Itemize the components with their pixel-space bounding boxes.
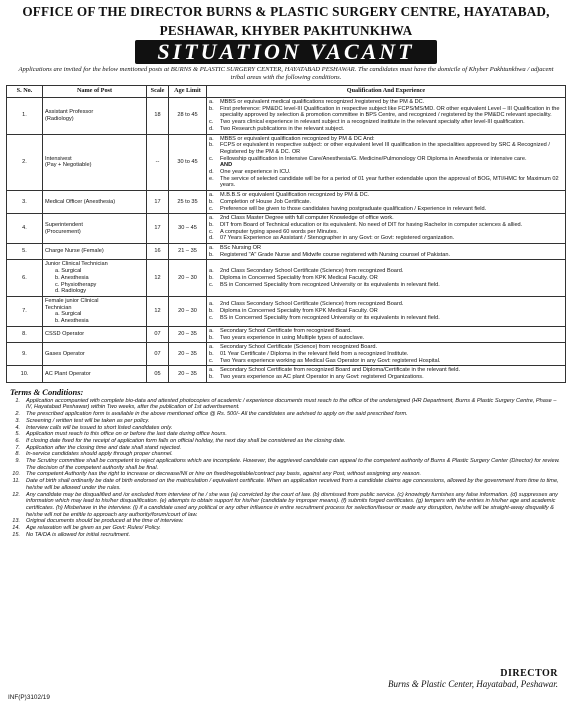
term-item (0, 398, 562, 411)
qualification-item (209, 344, 563, 351)
table-row (7, 366, 566, 382)
vacancy-rows (7, 98, 566, 383)
term-number: 8. (15, 451, 20, 458)
qualification-item (209, 176, 563, 189)
col-header-post: Name of Post (43, 86, 147, 98)
qualification-text: Two years experience as AC plant Operator in any Govt: registered Organizations. (220, 374, 424, 381)
cell-sno: 1. (7, 98, 43, 135)
post-name-line: Intensivest (45, 155, 72, 162)
qualification-marker: b. (209, 221, 214, 228)
qualification-text: BS in Concerned Speciality from recognized University or its equivalents in relevant field. (220, 314, 440, 321)
page-header (0, 4, 572, 82)
qualification-marker: b. (209, 198, 214, 205)
qualification-item (209, 99, 563, 106)
term-text: If closing date fixed for the receipt of application form falls on official holiday, the next day shall be considered as the closing date. (26, 437, 346, 444)
qualification-text: Secondary School Certificate from recognized Board. (220, 327, 352, 334)
qualification-marker: c. (209, 155, 214, 162)
cell-sno: 6. (7, 260, 43, 297)
qualification-item (209, 229, 563, 236)
qualification-item (209, 282, 563, 289)
term-number: 11. (12, 478, 20, 485)
qualification-marker: c. (209, 281, 214, 288)
table-row (7, 343, 566, 366)
term-text: No TA/DA is allowed for initial recruitment. (26, 531, 131, 538)
cell-post-name (43, 326, 147, 342)
qualification-item (209, 126, 563, 133)
advert-reference: INF(P)3102/19 (8, 694, 50, 701)
qualification-text: The service of selected candidate will be for a period of 01 year further extendable upon the approval of BOG, MTI/HMC for Maximum 02 years. (220, 175, 559, 189)
term-text: The Scrutiny committee shall be competent to reject applications which are incomplete. However, the aggrieved candidate can appeal to the competent authority of Burns & Plastic Surgery Center (Director) for review. The decision of the competent authority shall be final. (26, 458, 560, 471)
qualification-item (209, 119, 563, 126)
qualification-text: Secondary School Certificate from recognized Board and Diploma/Certificate in the relevant field. (220, 367, 461, 374)
qualification-text: Secondary School Certificate (Science) from recognized Board. (220, 344, 378, 351)
qualification-marker: b. (209, 274, 214, 281)
qualification-text: 07 Years Experience as Assistant / Stenographer in any Govt: or Govt: registered organization. (220, 235, 455, 242)
term-item (0, 425, 562, 432)
cell-scale: 05 (147, 366, 169, 382)
cell-qualification (207, 191, 566, 214)
qualification-text: DIT from Board of Technical education or its equivalent. No need of DIT for having Rachelor in computer sciences & allied. (220, 221, 523, 228)
qualification-text: Completion of House Job Certificate. (220, 198, 312, 205)
post-name-line: CSSD Operator (45, 331, 85, 338)
cell-sno: 8. (7, 326, 43, 342)
term-item (0, 525, 562, 532)
qualification-text: Diploma in Concerned Speciality from KPK Medical Faculty. OR (220, 274, 378, 281)
qualification-marker: a. (209, 135, 214, 142)
qualification-marker: a. (209, 367, 214, 374)
qualification-marker: b. (209, 334, 214, 341)
qualification-item (209, 199, 563, 206)
qualification-item (209, 268, 563, 275)
terms-list (0, 398, 572, 539)
term-item (0, 518, 562, 525)
cell-sno: 9. (7, 343, 43, 366)
cell-post-name (43, 191, 147, 214)
qualification-item (209, 206, 563, 213)
qualification-marker: a. (209, 268, 214, 275)
term-item (0, 478, 562, 491)
qualification-item (209, 315, 563, 322)
term-text: Application accompanied with complete bio-data and attested photocopies of academic / experience documents must reach to the office of the undersigned (HR Department, Burns & Plastic Surgery Centre, Phase – IV, Hayatabad Peshawar) within Two weeks, after the publication of 1st advertisement. (26, 397, 557, 411)
qualification-text: MBBS or equivalent qualification recognized by PM & DC And: (220, 135, 375, 142)
qualification-marker: e. (209, 175, 214, 182)
cell-qualification (207, 343, 566, 366)
qualification-item (209, 142, 563, 155)
term-number: 6. (15, 437, 20, 444)
term-text: Screening / written test will be taken as per policy. (26, 417, 150, 424)
term-item (0, 445, 562, 452)
qualification-marker: b. (209, 350, 214, 357)
table-row (7, 326, 566, 342)
qualification-marker: c. (209, 357, 214, 364)
post-name-line: Junior Clinical Technician (45, 261, 108, 268)
post-name-line: Gases Operator (45, 350, 85, 357)
term-number: 2. (15, 411, 20, 418)
cell-age-limit: 20 – 30 (169, 260, 207, 297)
qualification-marker: b. (209, 142, 214, 149)
post-name-line: Medical Officer (Anesthesia) (45, 198, 116, 205)
qualification-text: FCPS or equivalent in respective subject: or other equivalent level III qualification in the specialities approved by SRC & Recognized / Registered by the PM & DC. OR (220, 142, 550, 155)
qualification-item (209, 245, 563, 252)
qualification-marker: a. (209, 99, 214, 105)
term-number: 9. (15, 458, 20, 465)
term-number: 3. (15, 417, 20, 424)
qualification-marker: c. (209, 205, 214, 212)
term-number: 4. (15, 424, 20, 431)
cell-qualification (207, 326, 566, 342)
post-name-line: (Procurement) (45, 228, 81, 235)
qualification-text: MBBS or equivalent medical qualifications recognized /registered by the PM & DC. (220, 99, 425, 105)
qualification-marker: b. (209, 105, 214, 112)
post-name-line: b. Anesthesia (55, 274, 89, 281)
qualification-item (209, 335, 563, 342)
qualification-item (209, 156, 563, 163)
qualification-item (209, 367, 563, 374)
qualification-text: 01 Year Certificate / Diploma in the relevant field from a recognized Institute. (220, 350, 409, 357)
qualification-text: 2nd Class Secondary School Certificate (Science) from recognized Board. (220, 268, 404, 275)
term-item (0, 438, 562, 445)
cell-post-name (43, 98, 147, 135)
qualification-marker: a. (209, 344, 214, 351)
term-text: Application after the closing time and date shall stand rejected. (26, 444, 182, 451)
cell-scale: 17 (147, 214, 169, 244)
vacancy-table (6, 85, 566, 383)
post-name-line: c. Physiotherapy (55, 281, 97, 288)
term-text: The competent Authority has the right to increase or decrease/Nil or hire on fixed/negotiable/contract pay basis, against any Post, without assigning any reason. (26, 471, 421, 478)
col-header-age: Age Limit (169, 86, 207, 98)
qualification-marker: a. (209, 327, 214, 334)
cell-post-name (43, 343, 147, 366)
cell-qualification (207, 244, 566, 260)
cell-age-limit: 20 – 35 (169, 366, 207, 382)
cell-scale: 12 (147, 296, 169, 326)
post-name-line: Charge Nurse (Female) (45, 248, 104, 255)
qualification-item (209, 192, 563, 199)
term-text: Age relaxation will be given as per Govt: Rules/ Policy. (26, 525, 161, 532)
post-name-line: Assistant Professor (45, 109, 94, 116)
qualification-marker: c. (209, 119, 214, 126)
qualification-item (209, 169, 563, 176)
qualification-text: Registered "A" Grade Nurse and Midwife course registered with Nursing counsel of Pakistan. (220, 251, 451, 258)
post-name-line: AC Plant Operator (45, 370, 91, 377)
cell-age-limit: 30 – 45 (169, 214, 207, 244)
cell-age-limit: 20 – 35 (169, 343, 207, 366)
qualification-marker: a. (209, 301, 214, 308)
term-text: Interview calls will be issued to short listed candidates only. (26, 424, 173, 431)
cell-scale: -- (147, 134, 169, 191)
cell-post-name (43, 260, 147, 297)
term-number: 12. (12, 491, 20, 498)
cell-qualification (207, 260, 566, 297)
table-row (7, 260, 566, 297)
cell-qualification (207, 296, 566, 326)
table-row (7, 98, 566, 135)
qualification-text: A computer typing speed 60 words per Minutes. (220, 228, 339, 235)
qualification-item (209, 374, 563, 381)
qualification-text: BSc Nursing OR (220, 245, 262, 252)
qualification-item: AND (220, 162, 233, 169)
qualification-text: Two years experience in using Multiple types of autoclave. (220, 334, 365, 341)
term-item (0, 471, 562, 478)
qualification-item (209, 215, 563, 222)
cell-post-name (43, 244, 147, 260)
qualification-marker: c. (209, 228, 214, 235)
cell-age-limit: 21 – 35 (169, 244, 207, 260)
col-header-sno: S. No. (7, 86, 43, 98)
qualification-marker: c. (209, 314, 214, 321)
cell-post-name (43, 296, 147, 326)
qualification-marker: d. (209, 235, 214, 242)
term-text: Original documents should be produced at the time of interview. (26, 518, 184, 525)
term-item (0, 458, 562, 471)
cell-scale: 12 (147, 260, 169, 297)
qualification-text: Two years clinical experience in relevant subject in a recognized institute in the relevant specialty after level-III qualification. (220, 119, 525, 126)
post-name-line: Technician (45, 304, 72, 311)
table-row (7, 244, 566, 260)
term-item (0, 492, 562, 519)
terms-title: Terms & Conditions: (10, 386, 84, 397)
signatory-address: Burns & Plastic Center, Hayatabad, Peshawar. (388, 679, 558, 689)
qualification-marker: d. (209, 125, 214, 132)
cell-scale: 07 (147, 343, 169, 366)
qualification-item (209, 252, 563, 259)
cell-age-limit: 25 to 35 (169, 191, 207, 214)
term-item (0, 431, 562, 438)
qualification-item (209, 328, 563, 335)
cell-post-name (43, 214, 147, 244)
term-item (0, 532, 562, 539)
qualification-item (209, 235, 563, 242)
term-number: 14. (12, 525, 20, 532)
term-number: 13. (12, 518, 20, 525)
term-item (0, 411, 562, 418)
cell-scale: 16 (147, 244, 169, 260)
table-row (7, 134, 566, 191)
table-header-row (7, 86, 566, 98)
qualification-marker: d. (209, 169, 214, 176)
term-number: 15. (12, 531, 20, 538)
qualification-text: BS in Concerned Speciality from recognized University or its equivalents in relevant field. (220, 281, 440, 288)
qualification-marker: a. (209, 215, 214, 222)
cell-sno: 2. (7, 134, 43, 191)
qualification-item (209, 301, 563, 308)
post-name-line: b. Anesthesia (55, 318, 89, 325)
term-number: 7. (15, 444, 20, 451)
term-number: 5. (15, 431, 20, 438)
qualification-text: Preference will be given to those candidates having postgraduate qualification / Experience in relevant field. (220, 205, 487, 212)
cell-qualification (207, 366, 566, 382)
qualification-text: Two Research publications in the relevant subject. (220, 125, 345, 132)
cell-age-limit: 20 – 35 (169, 326, 207, 342)
qualification-marker: a. (209, 192, 214, 199)
intro-text: Applications are invited for the below mentioned posts at BURNS & PLASTIC SURGERY CENTER, HAYATABAD PESHAWAR. The candidates must have the domicile of Khyber Pakhtunkhwa / adjacent tribal areas with the following conditions. (18, 66, 554, 81)
qualification-item (209, 106, 563, 119)
office-title-line2: PESHAWAR, KHYBER PAKHTUNKHWA (159, 23, 413, 38)
qualification-marker: b. (209, 374, 214, 381)
cell-scale: 17 (147, 191, 169, 214)
signatory-title: DIRECTOR (500, 668, 558, 679)
term-item (0, 451, 562, 458)
qualification-text: M.B.B.S or equivalent Qualification recognized by PM & DC. (220, 192, 370, 199)
qualification-item (209, 308, 563, 315)
signature-block (388, 668, 558, 689)
table-row (7, 214, 566, 244)
post-name-line: a. Surgical (55, 311, 82, 318)
cell-qualification (207, 134, 566, 191)
cell-sno: 7. (7, 296, 43, 326)
qualification-item (209, 222, 563, 229)
post-name-line: (Pay + Negotiable) (45, 162, 92, 169)
qualification-text: Fellowship qualification in Intensive Care/Anesthesia/G. Medicine/Pulmonology OR Diploma in Anesthesia or intensive care. (220, 155, 527, 162)
cell-sno: 4. (7, 214, 43, 244)
term-item (0, 418, 562, 425)
term-text: Date of birth shall ordinarily be date of birth endorsed on the matriculation / equivalent certificate. When an application received from a candidate claims age concessions, allowed by the government from time to time, he/she will be allowed under the rules. (26, 478, 559, 491)
col-header-qualification: Qualification And Experience (207, 86, 566, 98)
qualification-marker: b. (209, 251, 214, 258)
cell-post-name (43, 366, 147, 382)
post-name-line: d. Radiology (55, 288, 87, 295)
qualification-marker: b. (209, 308, 214, 315)
post-name-line: (Radiology) (45, 115, 74, 122)
post-name-line: a. Surgical (55, 268, 82, 275)
term-text: Any candidate may be disqualified and /or excluded from interview of he / she was (a) convicted by the court of law. (b) dismissed from public service. (c) knowingly furnishes any false information. (d) suppresses any information which may lead to his/her disqualification. (e) attempts to obtain support for his/her (candidate by improper means). (f) submits forged certificates. (g) tempers with the entries in his/her age and academic certificates. (h) Misbehave in the interview. (i) if a candidate used any political or any other influence in entire recruitment process for selection/favour or made any disruption, he/she will be straight-away disqualify & he/she will not be entitle to approach any authority/forum/court of law. (26, 491, 558, 518)
cell-age-limit: 30 to 45 (169, 134, 207, 191)
qualification-marker: a. (209, 245, 214, 252)
term-text: In-service candidates should apply through proper channel. (26, 451, 173, 458)
term-number: 10. (12, 471, 20, 478)
qualification-text: Two Years experience working as Medical Gas Operator in any Govt: registered Hospital. (220, 357, 441, 364)
qualification-text: 2nd Class Secondary School Certificate (Science) from recognized Board. (220, 301, 404, 308)
post-name-line: Female junior Clinical (45, 297, 99, 304)
cell-scale: 18 (147, 98, 169, 135)
cell-post-name (43, 134, 147, 191)
table-row (7, 296, 566, 326)
term-text: Application must reach to this office on or before the last date during office hours. (26, 431, 227, 438)
cell-qualification (207, 214, 566, 244)
qualification-item (209, 358, 563, 365)
cell-sno: 10. (7, 366, 43, 382)
term-number: 1. (15, 397, 20, 404)
cell-qualification (207, 98, 566, 135)
term-text: The prescribed application form is available in the above mentioned office @ Rs. 500/- All the candidates are advised to apply on the said prescribed form. (26, 411, 408, 418)
qualification-text: 2nd Class Master Degree with full computer Knowledge of office work. (220, 215, 394, 222)
qualification-text: First preference: PM&DC level-III Qualification in respective subject like FCPS/MS/MD. OR other equivalent Level – III Qualification in the speciality approved by selection & promotion committee in BPS Centre, and recognized / registered by the PM&DC relevant speciality. (220, 105, 560, 119)
cell-scale: 07 (147, 326, 169, 342)
qualification-item (209, 136, 563, 143)
cell-age-limit: 28 to 45 (169, 98, 207, 135)
cell-age-limit: 20 – 30 (169, 296, 207, 326)
situation-vacant-banner: SITUATION VACANT (135, 40, 436, 64)
cell-sno: 5. (7, 244, 43, 260)
qualification-text: One year experience in ICU. (220, 169, 291, 176)
qualification-item (209, 275, 563, 282)
col-header-scale: Scale (147, 86, 169, 98)
cell-sno: 3. (7, 191, 43, 214)
office-title-line1: OFFICE OF THE DIRECTOR BURNS & PLASTIC SURGERY CENTRE, HAYATABAD, (22, 4, 550, 19)
table-row (7, 191, 566, 214)
qualification-item (209, 351, 563, 358)
qualification-text: Diploma in Concerned Speciality from KPK Medical Faculty. OR (220, 308, 378, 315)
post-name-line: Superintendent (45, 221, 83, 228)
